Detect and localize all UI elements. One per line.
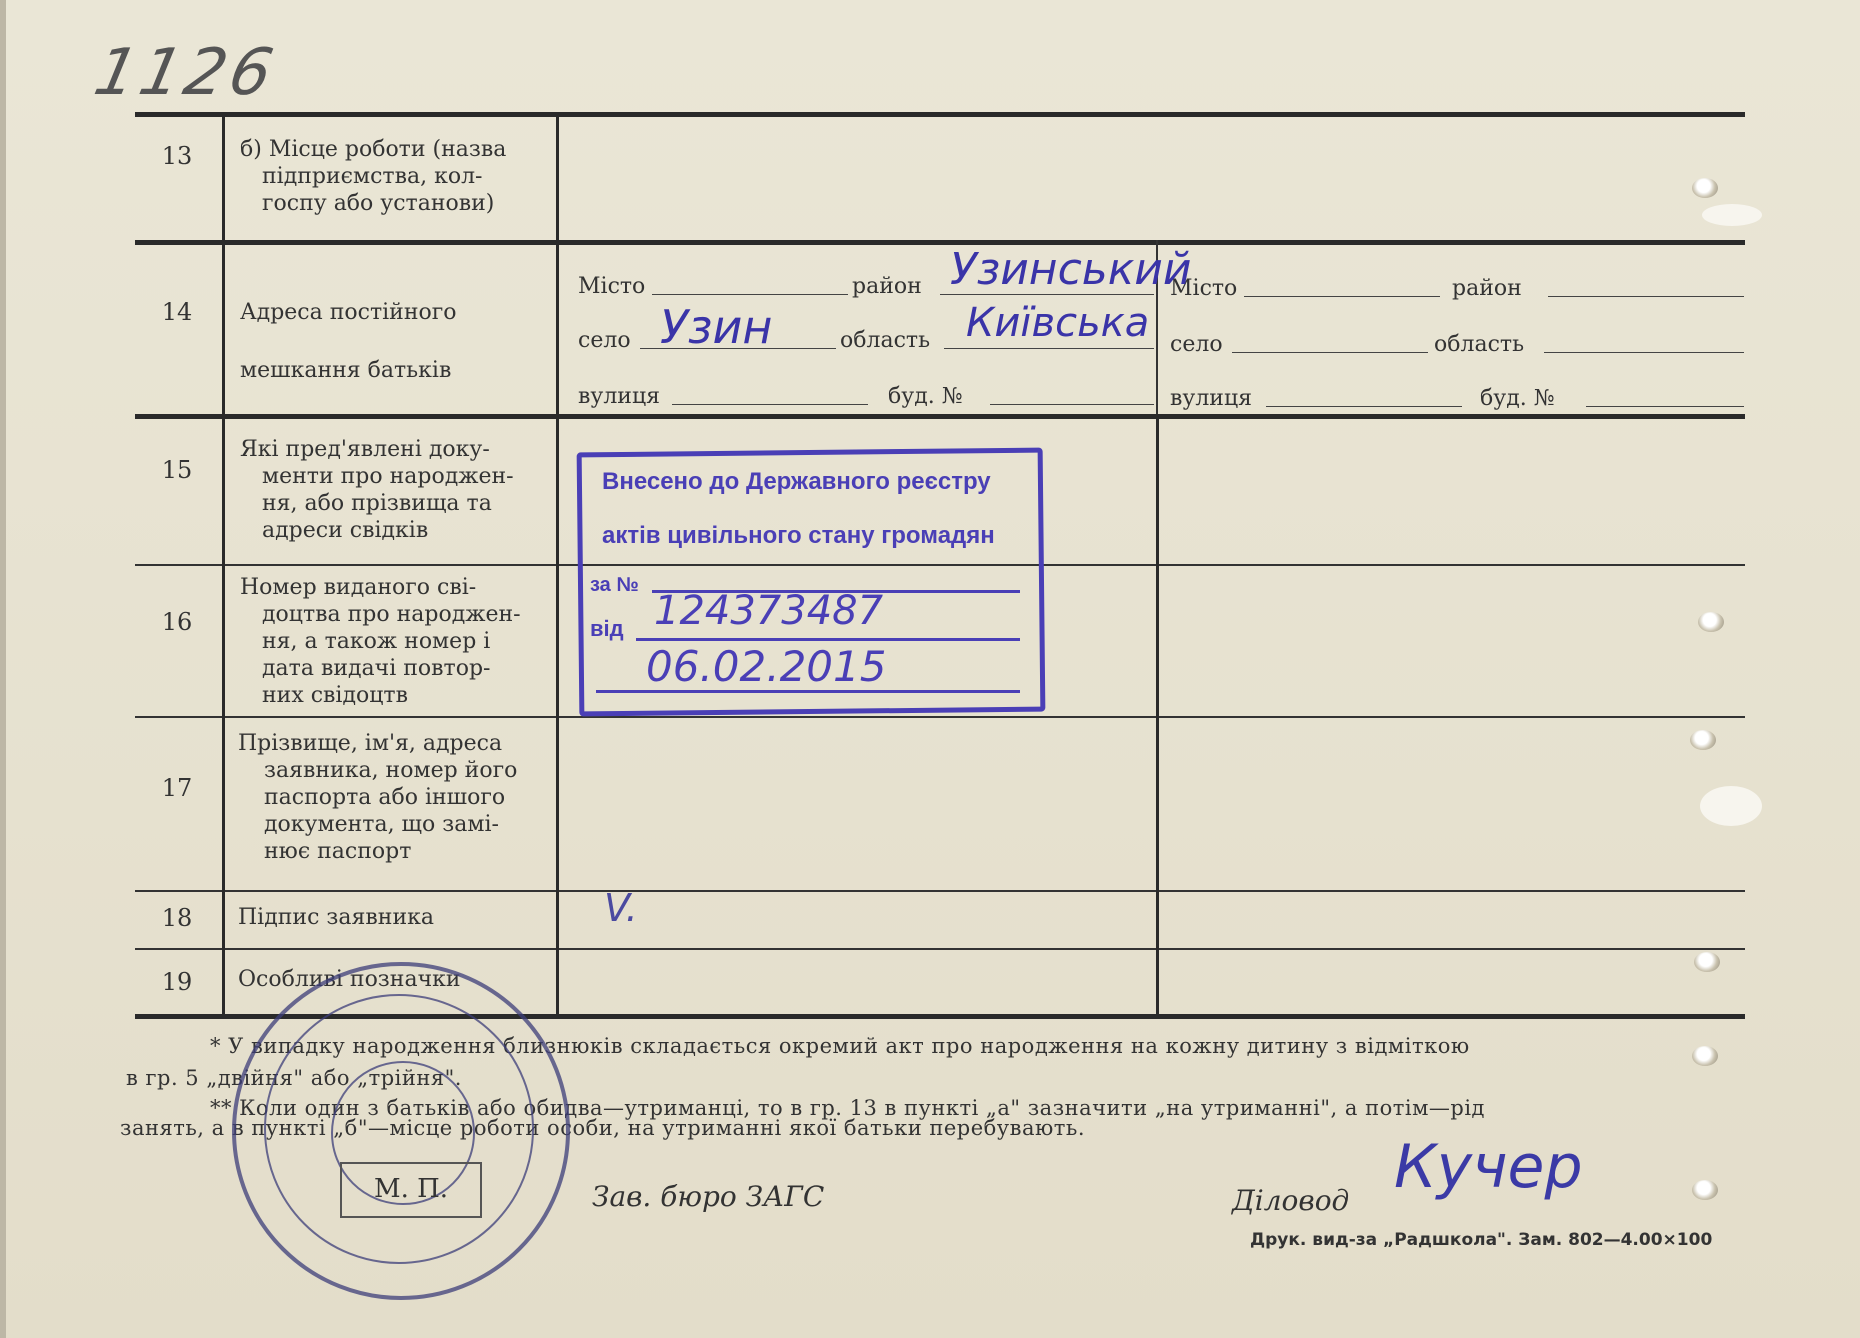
row-divider — [135, 890, 1745, 892]
field-label-vulytsia-2: вулиця — [1170, 386, 1252, 411]
row-number-16: 16 — [161, 608, 193, 636]
mp-box — [340, 1162, 482, 1218]
handwritten-registry-date: 06.02.2015 — [646, 642, 887, 691]
field-label-misto-2: Місто — [1170, 276, 1238, 301]
stamp-underline — [636, 638, 1020, 641]
field-label-selo-2: село — [1170, 332, 1223, 357]
binder-hole — [1698, 612, 1724, 632]
row-divider — [135, 414, 1745, 419]
row-divider — [135, 716, 1745, 718]
binder-hole — [1692, 178, 1718, 198]
row-number-15: 15 — [161, 456, 193, 484]
printer-imprint: Друк. вид-за „Радшкола". Зам. 802—4.00×100 — [1250, 1230, 1713, 1250]
field-label-oblast-2: область — [1434, 332, 1525, 357]
dilovod-label: Діловод — [1232, 1184, 1350, 1217]
field-label-oblast: область — [840, 328, 931, 353]
field-underline — [1266, 406, 1462, 407]
column-divider — [556, 112, 559, 1014]
field-underline — [652, 294, 848, 295]
field-underline — [1232, 352, 1428, 353]
row-number-17: 17 — [161, 774, 193, 802]
row-number-14: 14 — [161, 298, 193, 326]
mp-label: М. П. — [373, 1174, 449, 1204]
official-round-seal — [232, 962, 570, 1300]
footnote-1-line2: в гр. 5 „двійня" або „трійня". — [126, 1066, 462, 1090]
zav-buro-label: Зав. бюро ЗАГС — [592, 1180, 825, 1213]
field-underline — [990, 404, 1154, 405]
binder-hole — [1692, 1046, 1718, 1066]
registry-stamp-za-no: за № — [590, 574, 639, 596]
field-label-raion-2: район — [1452, 276, 1522, 301]
field-underline — [944, 348, 1154, 349]
field-underline — [1544, 352, 1744, 353]
footnote-2-line2: занять, а в пункті „б"—місце роботи особи, на утриманні якої батьки перебувають. — [120, 1116, 1086, 1140]
column-divider — [1156, 414, 1159, 1014]
handwritten-archive-number: 1126 — [88, 36, 283, 110]
row-number-13: 13 — [161, 142, 193, 170]
row-label-address: Адреса постійного мешкання батьків — [240, 300, 457, 383]
column-divider — [222, 112, 225, 1014]
row-label-signature: Підпис заявника — [238, 905, 434, 930]
footnote-2-line1: ** Коли один з батьків або обидва—утриманці, то в гр. 13 в пункті „а" зазначити „на утриманні", а потім—рід — [210, 1096, 1485, 1120]
field-label-vulytsia: вулиця — [578, 384, 660, 409]
row-label-certificate: Номер виданого сві- доцтва про народжен- ня, а також номер і дата видачі повтор- них свідоцтв — [240, 575, 521, 708]
paper-tear — [1700, 786, 1762, 826]
paper-edge — [0, 0, 6, 1338]
row-number-19: 19 — [161, 968, 193, 996]
binder-hole — [1690, 730, 1716, 750]
row-label-notes: Особливі позначки — [238, 967, 461, 992]
registry-stamp-line2: актів цивільного стану громадян — [602, 522, 995, 549]
registry-stamp-line1: Внесено до Державного реєстру — [602, 468, 991, 495]
row-label-workplace: б) Місце роботи (назва підприємства, кол- госпу або установи) — [240, 137, 507, 216]
field-underline — [672, 404, 868, 405]
field-underline — [1586, 406, 1744, 407]
row-number-18: 18 — [161, 904, 193, 932]
binder-hole — [1694, 952, 1720, 972]
paper-tear — [1702, 204, 1762, 226]
registry-stamp-vid: від — [590, 616, 624, 641]
handwritten-selo: Узин — [660, 300, 773, 354]
handwritten-registry-number: 124373487 — [654, 588, 884, 634]
field-label-raion: район — [852, 274, 922, 299]
binder-hole — [1692, 1180, 1718, 1200]
row-divider — [135, 948, 1745, 950]
field-label-bud: буд. № — [888, 384, 963, 409]
row-divider — [135, 240, 1745, 245]
field-underline — [1548, 296, 1744, 297]
field-label-bud-2: буд. № — [1480, 386, 1555, 411]
table-top-rule — [135, 112, 1745, 117]
row-label-documents: Які пред'явлені доку- менти про народжен- ня, або прізвища та адреси свідків — [240, 437, 514, 543]
row-label-applicant: Прізвище, ім'я, адреса заявника, номер його паспорта або іншого документа, що замі- нює паспорт — [238, 731, 518, 864]
handwritten-raion: Узинський — [950, 244, 1192, 295]
field-label-selo: село — [578, 328, 631, 353]
clerk-signature: Кучер — [1394, 1132, 1583, 1202]
footnote-1-line1: * У випадку народження близнюків складається окремий акт про народження на кожну дитину з відміткою — [210, 1034, 1470, 1058]
handwritten-oblast: Київська — [966, 300, 1150, 346]
field-underline — [1244, 296, 1440, 297]
applicant-signature: V. — [604, 886, 638, 930]
field-label-misto: Місто — [578, 274, 646, 299]
